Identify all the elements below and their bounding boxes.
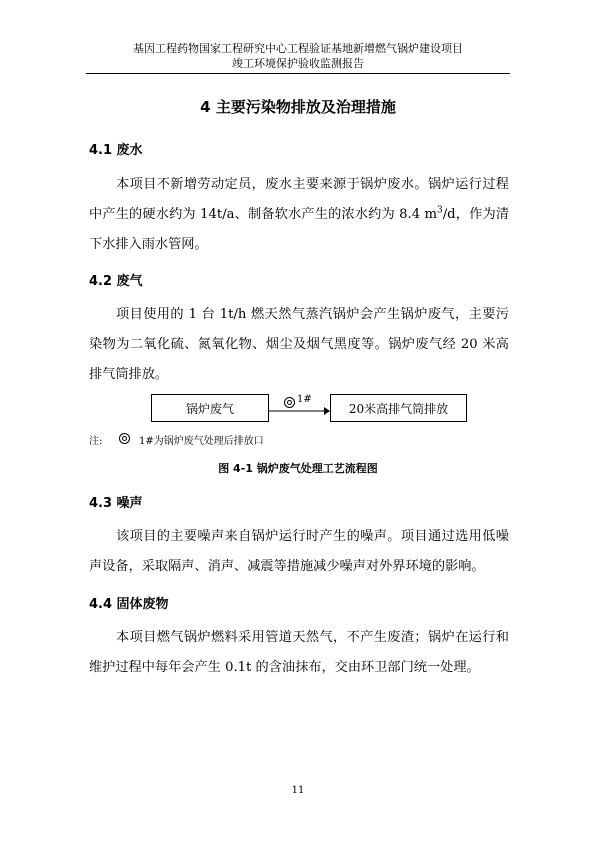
figure-caption: 图 4-1 锅炉废气处理工艺流程图 <box>218 462 378 475</box>
note-monitoring-point-icon <box>119 433 130 444</box>
heading-wastewater: 4.1 废水 <box>89 143 143 158</box>
flow-arrow <box>269 407 330 415</box>
running-header-line2: 竣工环境保护验收监测报告 <box>232 57 364 70</box>
heading-exhaust: 4.2 废气 <box>89 274 143 289</box>
wastewater-text-sup: 3 <box>437 205 443 216</box>
paragraph-solid-waste: 本项目燃气锅炉燃料采用管道天然气，不产生废渣；锅炉在运行和维护过程中每年会产生 0.1t 的含油抹布，交由环卫部门统一处理。 <box>89 630 509 675</box>
diagram-note-prefix: 注: <box>89 436 103 447</box>
flow-box-stack-discharge: 20米高排气筒排放 <box>330 394 467 422</box>
monitoring-point-icon <box>284 397 295 408</box>
paragraph-exhaust: 项目使用的 1 台 1t/h 燃天然气蒸汽锅炉会产生锅炉废气，主要污染物为二氧化硫、氮氧化物、烟尘及烟气黑度等。锅炉废气经 20 米高排气筒排放。 <box>89 307 509 382</box>
wastewater-text-a: 本项目不新增劳动定员，废水主要来源于锅炉废水。锅炉运行过程中产生的硬水约为 14t/a、制备软水产生的浓水约为 8.4 m <box>89 177 509 222</box>
wastewater-text-b: /d，作为清下水排入雨水管网。 <box>89 207 510 252</box>
section-title: 4 主要污染物排放及治理措施 <box>200 98 396 116</box>
monitoring-point-label: 1# <box>297 394 312 405</box>
paragraph-wastewater <box>89 170 509 260</box>
page-number: 11 <box>291 785 305 796</box>
heading-solid-waste: 4.4 固体废物 <box>89 597 169 612</box>
flow-box-boiler-exhaust: 锅炉废气 <box>151 394 269 422</box>
running-header-line1: 基因工程药物国家工程研究中心工程验证基地新增燃气锅炉建设项目 <box>133 42 463 55</box>
heading-noise: 4.3 噪声 <box>89 496 143 511</box>
header-rule <box>86 73 510 74</box>
paragraph-noise: 该项目的主要噪声来自锅炉运行时产生的噪声。项目通过选用低噪声设备，采取隔声、消声、减震等措施减少噪声对外界环境的影响。 <box>89 529 509 574</box>
diagram-note-text: 1#为锅炉废气处理后排放口 <box>139 436 264 447</box>
